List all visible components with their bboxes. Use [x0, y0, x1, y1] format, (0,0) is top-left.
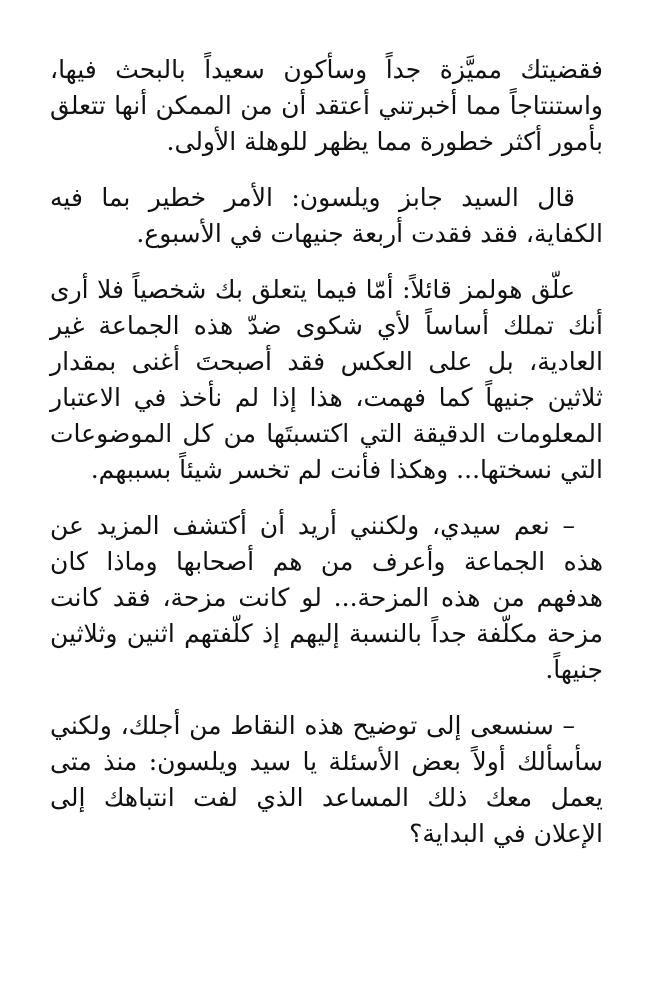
paragraph-wilson-reply: قال السيد جابز ويلسون: الأمر خطير بما فيه الكفاية، فقد فقدت أربعة جنيهات في الأسبوع. [50, 183, 603, 248]
paragraph-case-opinion: فقضيتك مميَّزة جداً وسأكون سعيداً بالبحث فيها، واستنتاجاً مما أخبرتني أعتقد أن من الممكن أنها تتعلق بأمور أكثر خطورة مما يظهر للوهلة الأولى. [50, 55, 603, 156]
paragraph-wilson-request: – نعم سيدي، ولكنني أريد أن أكتشف المزيد عن هذه الجماعة وأعرف من هم أصحابها وماذا كان هدفهم من هذه المزحة... لو كانت مزحة، فقد كانت مزحة مكلّفة جداً بالنسبة إليهم إذ كلّفتهم اثنين وثلاثين جنيهاً. [50, 511, 603, 684]
paragraph-holmes-comment: علّق هولمز قائلاً: أمّا فيما يتعلق بك شخصياً فلا أرى أنك تملك أساساً لأي شكوى ضدّ هذه الجماعة غير العادية، بل على العكس فقد أصبحتَ أغنى بمقدار ثلاثين جنيهاً كما فهمت، هذا إذا لم نأخذ في الاعتبار المعلومات الدقيقة التي اكتسبتَها من كل الموضوعات التي نسختها... وهكذا فأنت لم تخسر شيئاً بسببهم. [50, 275, 603, 484]
paragraph-holmes-question: – سنسعى إلى توضيح هذه النقاط من أجلك، ولكني سأسألك أولاً بعض الأسئلة يا سيد ويلسون: منذ متى يعمل معك ذلك المساعد الذي لفت انتباهك إلى الإعلان في البداية؟ [50, 711, 603, 848]
